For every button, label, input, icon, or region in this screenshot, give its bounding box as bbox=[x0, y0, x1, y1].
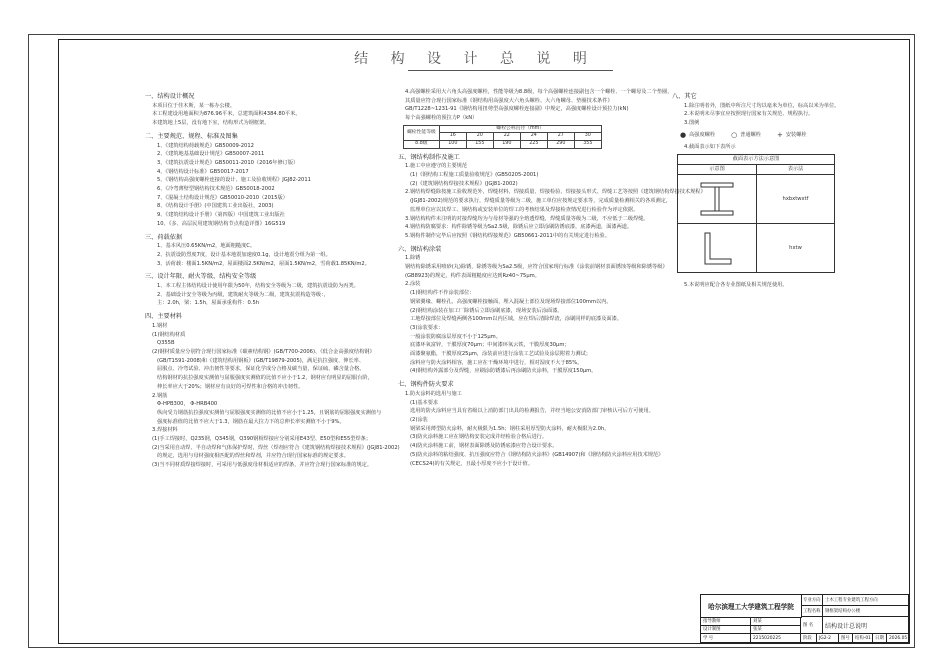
pretension-cell: 155 bbox=[466, 141, 493, 149]
pretension-cell: 190 bbox=[493, 141, 520, 149]
note-line: (JGJ81-2002)规范的要求执行，焊缝质量等级为二级，施工单位应按规定要求等，完成质量检测相关的各项测定， bbox=[410, 198, 672, 205]
note-line: 5.钢构件制作完毕后应按照《钢结构焊接规范》GB50661-2011中的有关规定进行检验。 bbox=[405, 232, 610, 239]
drafter-label: 设计制图 bbox=[701, 626, 751, 635]
note-line: 钢梁翼缘、螺栓孔、高强度螺栓接触面，埋入混凝土部位及现场焊接部位100mm以内。 bbox=[410, 298, 612, 305]
bolt-symbol-icon: ○ bbox=[731, 130, 738, 139]
note-line: 8、《结构设计手册》(中国建筑工业出版社，2003) bbox=[157, 203, 274, 210]
other-notes bbox=[672, 93, 852, 128]
note-line: 3、《建筑抗震设计规范》GB50011-2010（2016年修订版） bbox=[157, 159, 299, 166]
note-line: (1)《钢结构工程施工质量验收规范》(GB50205-2001) bbox=[410, 172, 539, 178]
note-line: 6、《冷弯薄壁型钢结构技术规范》GB50018-2002 bbox=[157, 186, 275, 193]
note-line: 9、《建筑结构设计手册》（第四版）中国建筑工业出版社 bbox=[157, 212, 285, 219]
bolt-symbol-icon: + bbox=[776, 130, 783, 139]
title-block bbox=[700, 594, 909, 643]
drawing-name: 结构设计总说明 bbox=[823, 617, 909, 634]
section-head-notation: 表示法 bbox=[787, 166, 804, 173]
note-line: Q355B bbox=[157, 340, 175, 347]
note-line: 3.焊接材料 bbox=[152, 427, 178, 434]
diameter-header: 螺栓公称直径（mm） bbox=[439, 125, 601, 133]
section-heading: 一、结构设计概况 bbox=[145, 93, 195, 100]
stage-label: 阶段 bbox=[801, 634, 817, 643]
note-line: 本建筑地上5层，没有地下室，结构形式为钢框架。 bbox=[152, 120, 270, 127]
note-line: (CECS24)的有关规定，且最小厚度不应小于设计值。 bbox=[410, 460, 534, 467]
diameter-cell: 22 bbox=[493, 133, 520, 141]
note-line: 2.钢筋 bbox=[152, 392, 168, 399]
angle-section-diagram bbox=[678, 224, 757, 272]
student-id-label: 学 号 bbox=[701, 634, 751, 643]
note-line: 1.除注明者外，图纸中所注尺寸均以毫米为单位，标高以米为单位。 bbox=[684, 102, 840, 109]
pretension-cell: 290 bbox=[547, 141, 574, 149]
note-line: 2、抗震设防烈度7度，设计基本地震加速度0.1g，设计地震分组为第一组。 bbox=[157, 251, 331, 258]
note-line: 工地焊接部位及焊缝两侧各100mm以内区域，应在焊后清除焊渣，涂刷同样的底漆及面漆。 bbox=[410, 316, 622, 323]
pretension-cell: 355 bbox=[574, 141, 601, 149]
grade-header: 螺栓性能等级 bbox=[404, 125, 440, 140]
note-line: 3.钢结构构件未注明的对接焊缝均为与母材等强的全熔透焊缝，焊缝质量等级为二级，不应低于二级焊缝。 bbox=[405, 215, 649, 222]
notes-column-3 bbox=[672, 88, 852, 290]
legend-label: 普通螺栓 bbox=[740, 131, 761, 138]
note-line: 2.本说明未尽事宜应按照现行国家有关规范、规程执行。 bbox=[684, 111, 814, 118]
date-label: 日期 bbox=[873, 634, 887, 643]
note-line: 2、基础设计安全等级为丙级，建筑耐火等级为二级，建筑抗震构造等级：， bbox=[157, 291, 329, 298]
diameter-cell: 24 bbox=[520, 133, 547, 141]
h-section-notation: hxbxtwxtf bbox=[782, 195, 809, 202]
note-line: GB/T1228~1231-91《钢结构用扭剪型高强度螺栓连接副》中规定，高强度螺栓设计预拉力(kN) bbox=[405, 106, 629, 113]
note-line: (2)钢材质量应分别符合现行国家标准《碳素结构钢》(GB/T700-2006)、《低合金高强度结构钢》 bbox=[152, 348, 375, 355]
note-line: 2、《建筑地基基础设计规范》GB50007-2011 bbox=[157, 151, 265, 158]
note-line: 3.图例 bbox=[684, 120, 700, 127]
note-line: 2.钢结构焊缝除按施工验收规范外，焊缝材料、焊接质量、焊接检验、焊接接头形式、焊缝工艺等按照《建筑钢结构焊接技术规程》 bbox=[405, 189, 706, 196]
section-heading: 三、设计年限、耐火等级、结构安全等级 bbox=[145, 273, 257, 281]
note-line: 4.钢结构防腐要求：构件除锈等级为Sa2.5级，除锈后应立即涂刷防锈底漆，底漆两道，面漆两道。 bbox=[405, 224, 633, 231]
note-line: 本项目位于佳木斯，某一栋办公楼。 bbox=[152, 102, 236, 109]
project-value: 钢框架结构办公楼 bbox=[823, 606, 909, 617]
note-line: 本工程建设用地面积为876.96平米，总建筑面积4384.80平米。 bbox=[152, 111, 301, 118]
diameter-cell: 30 bbox=[574, 133, 601, 141]
legend-item bbox=[731, 131, 761, 140]
note-line: 涂料应与防火涂料相容，施工应在干燥环境中进行，相对湿度不大于85%。 bbox=[410, 359, 583, 366]
student-id-value: 2215020225 bbox=[751, 634, 801, 643]
note-line: 1、《建筑结构荷载规范》GB50009-2012 bbox=[157, 142, 254, 149]
h-section-diagram bbox=[678, 175, 757, 223]
note-line: 2.涂装 bbox=[405, 281, 421, 288]
note-line: 监理单位应以其焊工、钢结构或安装单位的焊工的考核结果及焊接检查情况进行检验作为评定依据。 bbox=[410, 206, 639, 213]
section-head-diagram: 示意图 bbox=[678, 165, 757, 174]
section-heading: 五、钢结构制作及施工 bbox=[398, 153, 460, 161]
note-line: 伸长率应大于20%；钢材应有良好的可焊性和合格的冲击韧性。 bbox=[157, 383, 304, 390]
drawing-name-label: 图 名 bbox=[801, 617, 823, 634]
note-line: 1、基本风压0.65KN/m2，地面粗糙度C。 bbox=[157, 243, 256, 250]
note-line: 4、《钢结构设计标准》GB50017-2017 bbox=[157, 168, 249, 175]
note-line: (1)钢结构件不作涂装部位： bbox=[410, 290, 475, 297]
section-heading: 二、主要规范、规程、标准及图集 bbox=[145, 132, 238, 140]
section-heading: 三、荷载依据 bbox=[145, 233, 183, 241]
pretension-cell: 100 bbox=[439, 141, 466, 149]
bolt-symbol-icon: ● bbox=[680, 130, 687, 139]
note-line: 10、《多、高层民用建筑钢结构节点构造详图》16G519 bbox=[157, 220, 286, 227]
note-line: 面漆聚氨酯，干膜厚度25μm，涂装前应进行涂装工艺试验及涂层附着力测试； bbox=[410, 351, 591, 358]
diameter-cell: 27 bbox=[547, 133, 574, 141]
note-line: (2)涂装 bbox=[410, 416, 428, 423]
section-heading: 八、其它 bbox=[672, 93, 697, 100]
fabrication-notes bbox=[398, 153, 706, 469]
project-label: 工程名称 bbox=[801, 606, 823, 617]
note-line: Φ-HPB300， Φ-HRB400 bbox=[157, 401, 218, 408]
note-line: 3、活荷载：楼面1.5KN/m2，屋面楼面2.5KN/m2，屋面1.5KN/m2，雪荷载1.85KN/m2。 bbox=[157, 260, 370, 267]
note-line: (GB8923)的规定，构件表面粗糙度应达到Rz40~75μm。 bbox=[405, 272, 540, 279]
note-line: 的规定，选用与母材强度相匹配的焊丝和焊剂，并应符合现行国家标准的规定要求。 bbox=[157, 453, 349, 460]
note-line: (1)基本要求 bbox=[410, 399, 439, 406]
diameter-cell: 20 bbox=[466, 133, 493, 141]
pretension-cell: 225 bbox=[520, 141, 547, 149]
school-name: 哈尔滨理工大学建筑工程学院 bbox=[701, 595, 802, 618]
section-heading: 四、主要材料 bbox=[145, 313, 183, 321]
note-line: (4)防火涂料施工前，钢材表面除锈及防锈底漆应符合设计要求。 bbox=[410, 443, 558, 450]
note-line: 5、《钢结构高强度螺栓连接的设计、施工及验收规程》JGJ82-2011 bbox=[157, 177, 311, 184]
number-label: 图号 bbox=[839, 634, 853, 643]
grade-label: 8.8级 bbox=[404, 141, 440, 149]
section-heading: 七、钢构件防火要求 bbox=[398, 381, 454, 389]
note-line: 选用的防火涂料应当具有省级以上消防部门出具的检测报告，并经当地公安消防部门审核认可后方可使用。 bbox=[410, 408, 654, 415]
date-value: 2026.05 bbox=[887, 634, 909, 643]
note-line: (3)涂装要求： bbox=[410, 324, 444, 331]
pretension-row bbox=[404, 141, 602, 149]
note-line: 主：2.0h，梁：1.5h，屋面承重构件：0.5h bbox=[157, 300, 260, 307]
stage-value: JG2-2 bbox=[817, 634, 839, 643]
note-line: (4)钢结构外露部分及焊缝，应刷涂防锈漆后再涂刷防火涂料，干膜厚度150μm。 bbox=[410, 368, 597, 375]
title-underline bbox=[408, 70, 613, 71]
note-line: 强度标准值的比值不应大于1.3，钢筋在最大拉力下的总伸长率实测值不小于9%。 bbox=[157, 418, 345, 425]
legend-label: 安装螺栓 bbox=[785, 131, 807, 138]
note-line: 其质量应符合现行国家标准《钢结构用高强度大六角头螺栓、大六角螺母、垫圈技术条件》 bbox=[405, 97, 613, 104]
note-line: 钢梁采用薄型防火涂料，耐火极限为1.5h；钢柱采用厚型防火涂料，耐火极限为2.0h。 bbox=[410, 425, 610, 432]
bolt-legend bbox=[672, 131, 852, 140]
section-table bbox=[677, 154, 835, 273]
note-line: (3)防火涂料施工应在钢结构安装完成并经检验合格后进行。 bbox=[410, 434, 548, 441]
note-line: (2)钢结构涂装在加工厂除锈后立即涂刷底漆，现场安装后涂面漆。 bbox=[410, 307, 563, 314]
bolt-notes bbox=[398, 88, 673, 123]
note-line: 1.钢材 bbox=[152, 322, 168, 329]
note-line: (2)《建筑钢结构焊接技术规程》(JGJ81-2002) bbox=[410, 180, 518, 187]
note-line: 7、《混凝土结构设计规范》GB50010-2010（2015版） bbox=[157, 194, 288, 201]
note-line: 钢结构除锈采用喷砂(丸)除锈，除锈等级为Sa2.5级，应符合国家现行标准《涂装前钢材表面锈蚀等级和除锈等级》 bbox=[405, 264, 668, 271]
note-line: 1.除锈 bbox=[405, 255, 421, 262]
note-line: 底漆环氧富锌，干膜厚度70μm；中间漆环氧云铁，干膜厚度30μm； bbox=[410, 342, 570, 349]
note-line: 结构钢材的抗拉强度实测值与屈服强度实测值的比值不应小于1.2，钢材应有明显的屈服台阶， bbox=[157, 375, 373, 382]
note-line: 4.高强螺栓采用大六角头高强度螺栓，性能等级为8.8级，每个高强螺栓连接副包含一个螺栓、一个螺母及二个垫圈， bbox=[405, 89, 673, 95]
note-line: 1.防火涂料的选用与施工 bbox=[405, 390, 462, 397]
page-title: 结 构 设 计 总 说 明 bbox=[354, 51, 596, 67]
note-line: 每个高强螺栓的预拉力P（kN） bbox=[405, 115, 478, 122]
note-line: 1、本工程主体结构设计使用年限为50年，结构安全等级为二级，建筑抗震设防为丙类。 bbox=[157, 283, 359, 290]
section-heading: 六、钢结构涂装 bbox=[398, 245, 442, 253]
section-intro: 4.截面表示如下表所示 bbox=[684, 143, 736, 150]
note-line: 屈服点、冷弯试验、冲击韧性等要求，保证化学成分合格及碳当量，保证硫、磷含量合格。 bbox=[157, 366, 365, 373]
note-line: (5)防火涂料的粘结强度、抗压强度应符合《钢结构防火涂料》(GB14907)和《钢结构防火涂料应用技术规范》 bbox=[410, 451, 664, 458]
closing-note: 5.本说明应配合各专业图纸及相关规范使用。 bbox=[684, 282, 788, 289]
note-line: (2)当采用自动焊、半自动焊和气体保护焊时，焊丝（焊剂应符合《建筑钢结构焊接技术规程》(JGJ81-2002) bbox=[152, 444, 400, 451]
number-value: 结构-01 bbox=[853, 634, 873, 643]
legend-label: 高强度螺栓 bbox=[689, 131, 716, 138]
advisor-label: 指导教师 bbox=[701, 617, 751, 626]
specialty-value: 土木工程专业建筑工程方向 bbox=[823, 595, 909, 606]
notes-column-1 bbox=[145, 88, 400, 470]
note-line: (1)钢结构材质 bbox=[152, 331, 186, 338]
drafter-value: 张某 bbox=[751, 626, 801, 635]
note-line: 一般涂装防腐涂层厚度不小于125μm。 bbox=[410, 333, 501, 340]
note-line: 纵向受力钢筋抗拉强度实测值与屈服强度实测值的比值不应小于1.25，且钢筋的屈服强度实测值与 bbox=[157, 409, 382, 416]
angle-section-notation: hxtw bbox=[789, 244, 802, 251]
note-line: 1.施工中应遵守的主要规范 bbox=[405, 163, 468, 170]
legend-item bbox=[777, 131, 807, 140]
note-line: (1)手工焊接时，Q235钢，Q345钢，Q390钢相焊接应分别采用E43型、E50型和E55型焊条； bbox=[152, 436, 372, 443]
bolt-pretension-table bbox=[403, 125, 602, 149]
advisor-value: 刘某 bbox=[751, 617, 801, 626]
specialty-label: 专业方向 bbox=[801, 595, 823, 606]
section-table-caption: 截面表示方法示意图 bbox=[732, 156, 780, 163]
diameter-cell: 16 bbox=[439, 133, 466, 141]
legend-item bbox=[680, 131, 715, 140]
note-line: (GB/T1591-2008)和《建筑结构用钢板》(GB/T19879-2005)，满足抗拉强度、伸长率、 bbox=[157, 357, 365, 364]
note-line: (3)当不同材质焊接焊接时，可采用与低强度母材相适应的焊条，并应符合现行国家标准的规定。 bbox=[152, 462, 373, 469]
